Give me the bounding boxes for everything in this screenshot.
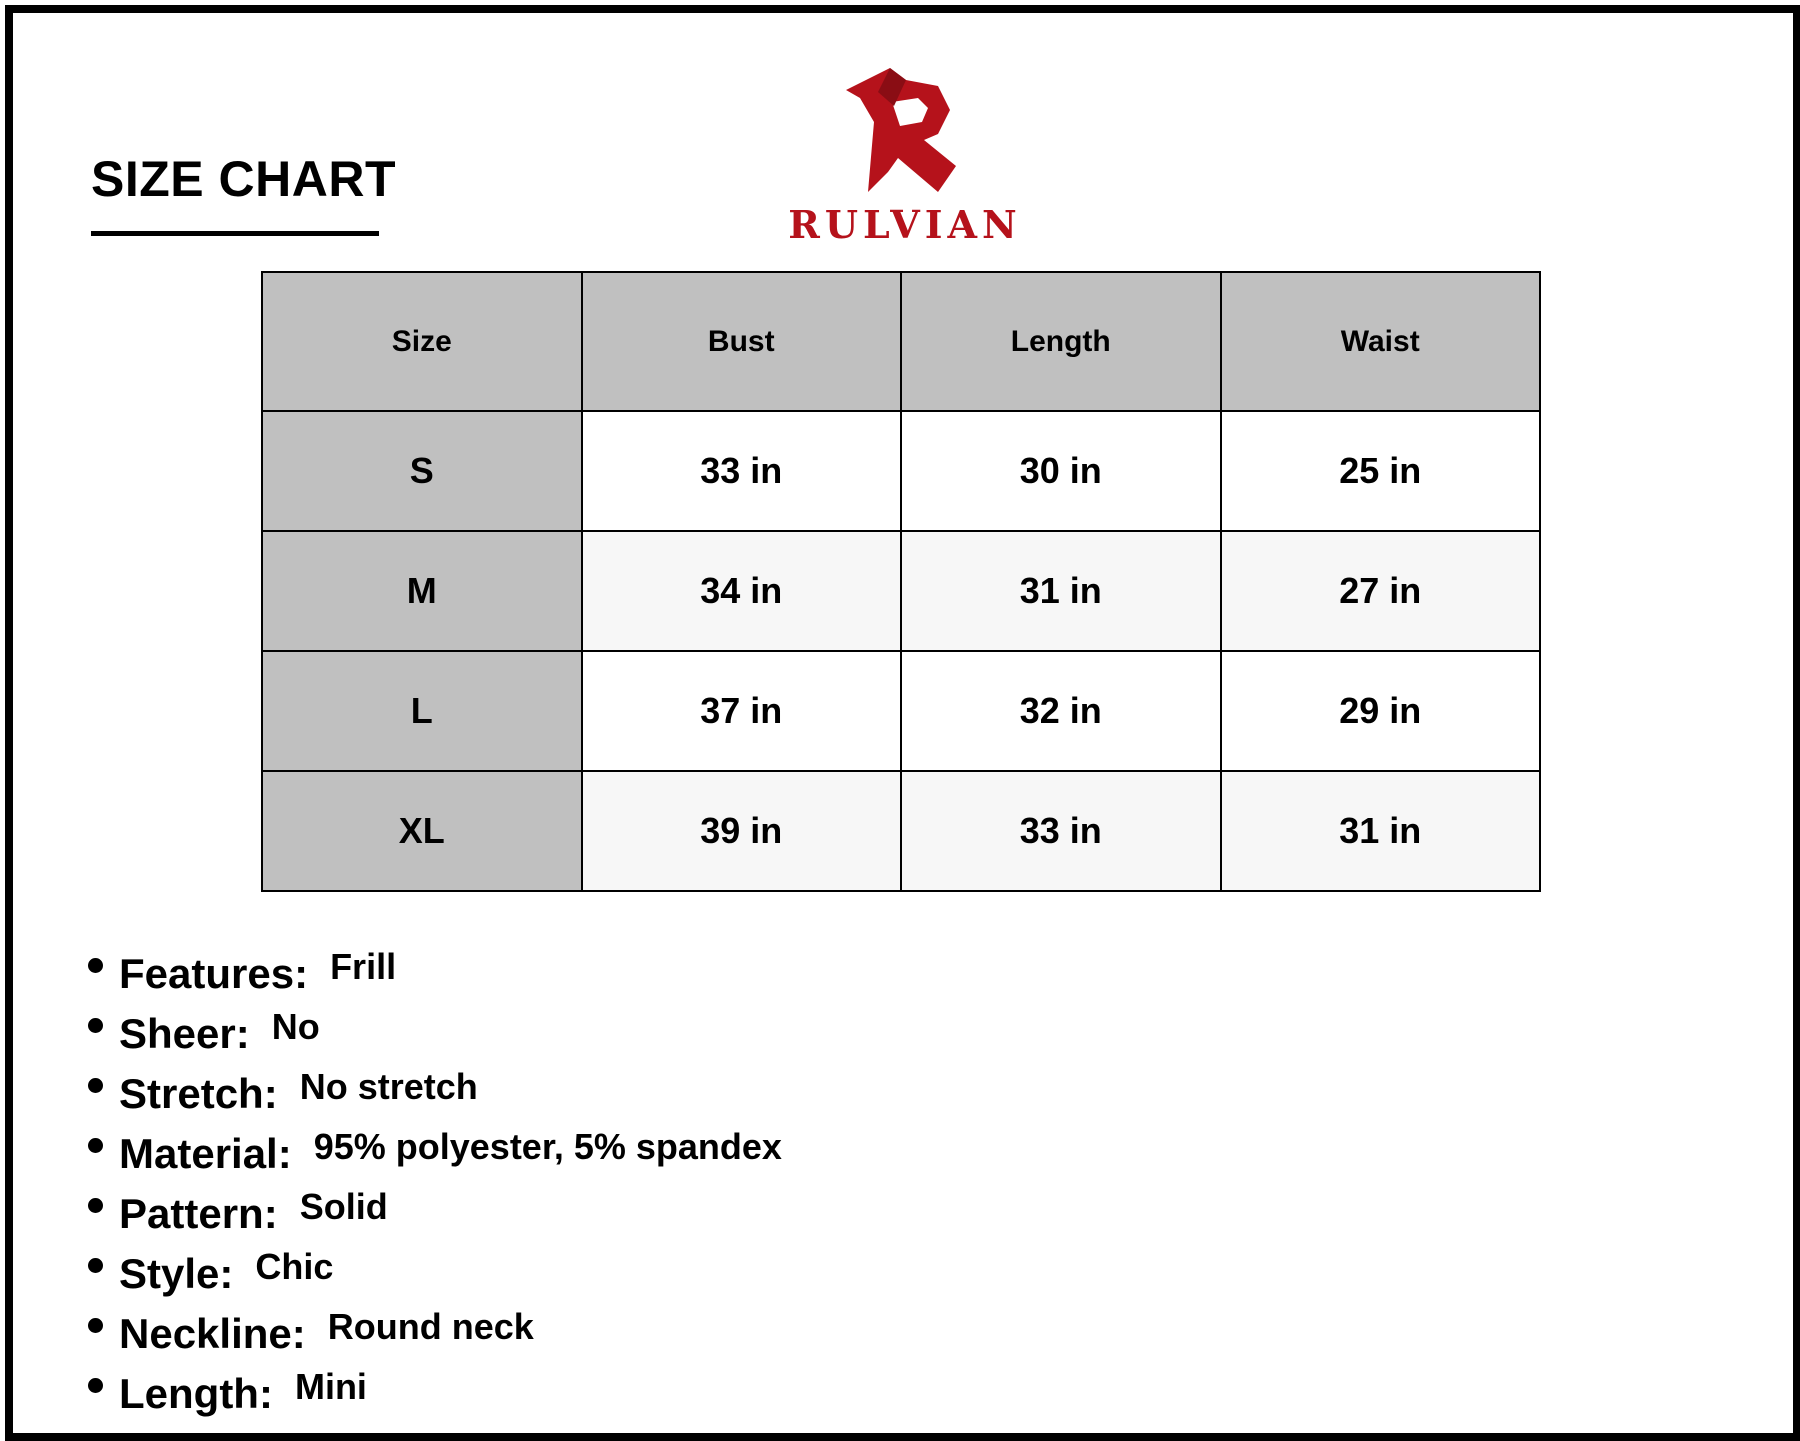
waist-cell: 27 in (1221, 531, 1541, 651)
list-item (88, 1235, 782, 1295)
bullet-icon (88, 1378, 103, 1393)
title-underline (91, 231, 379, 236)
bust-cell: 33 in (582, 411, 902, 531)
column-header-bust: Bust (582, 272, 902, 411)
brand-logo (780, 62, 1030, 247)
list-item (88, 1295, 782, 1355)
feature-label: Sheer: (119, 1010, 250, 1057)
feature-list (88, 935, 782, 1415)
feature-value: Frill (330, 946, 397, 987)
bullet-icon (88, 1318, 103, 1333)
length-cell: 31 in (901, 531, 1221, 651)
list-item (88, 935, 782, 995)
length-cell: 30 in (901, 411, 1221, 531)
bust-cell: 37 in (582, 651, 902, 771)
feature-label: Style: (119, 1250, 234, 1297)
table-row (262, 771, 1540, 891)
feature-value: No (271, 1006, 320, 1047)
column-header-length: Length (901, 272, 1221, 411)
column-header-waist: Waist (1221, 272, 1541, 411)
feature-label: Material: (119, 1130, 292, 1177)
waist-cell: 29 in (1221, 651, 1541, 771)
size-cell: S (262, 411, 582, 531)
length-cell: 32 in (901, 651, 1221, 771)
bullet-icon (88, 1138, 103, 1153)
length-cell: 33 in (901, 771, 1221, 891)
table-row (262, 411, 1540, 531)
rulvian-r-logo-icon (838, 62, 968, 192)
list-item (88, 995, 782, 1055)
feature-label: Features: (119, 950, 309, 997)
bullet-icon (88, 958, 103, 973)
list-item (88, 1355, 782, 1415)
feature-value: Mini (294, 1366, 367, 1407)
page-title: SIZE CHART (91, 151, 396, 207)
bullet-icon (88, 1018, 103, 1033)
feature-label: Stretch: (119, 1070, 278, 1117)
waist-cell: 31 in (1221, 771, 1541, 891)
bust-cell: 34 in (582, 531, 902, 651)
size-table (261, 271, 1541, 892)
bullet-icon (88, 1258, 103, 1273)
table-row (262, 651, 1540, 771)
waist-cell: 25 in (1221, 411, 1541, 531)
feature-label: Neckline: (119, 1310, 306, 1357)
bullet-icon (88, 1198, 103, 1213)
feature-value: Solid (299, 1186, 388, 1227)
feature-label: Length: (119, 1370, 273, 1417)
table-header-row (262, 272, 1540, 411)
size-cell: L (262, 651, 582, 771)
brand-wordmark: RULVIAN (788, 202, 1022, 247)
feature-label: Pattern: (119, 1190, 278, 1237)
feature-value: No stretch (299, 1066, 478, 1107)
size-cell: XL (262, 771, 582, 891)
size-cell: M (262, 531, 582, 651)
column-header-size: Size (262, 272, 582, 411)
bust-cell: 39 in (582, 771, 902, 891)
feature-value: 95% polyester, 5% spandex (313, 1126, 782, 1167)
list-item (88, 1175, 782, 1235)
feature-value: Round neck (327, 1306, 534, 1347)
list-item (88, 1115, 782, 1175)
feature-value: Chic (255, 1246, 334, 1287)
list-item (88, 1055, 782, 1115)
bullet-icon (88, 1078, 103, 1093)
table-row (262, 531, 1540, 651)
